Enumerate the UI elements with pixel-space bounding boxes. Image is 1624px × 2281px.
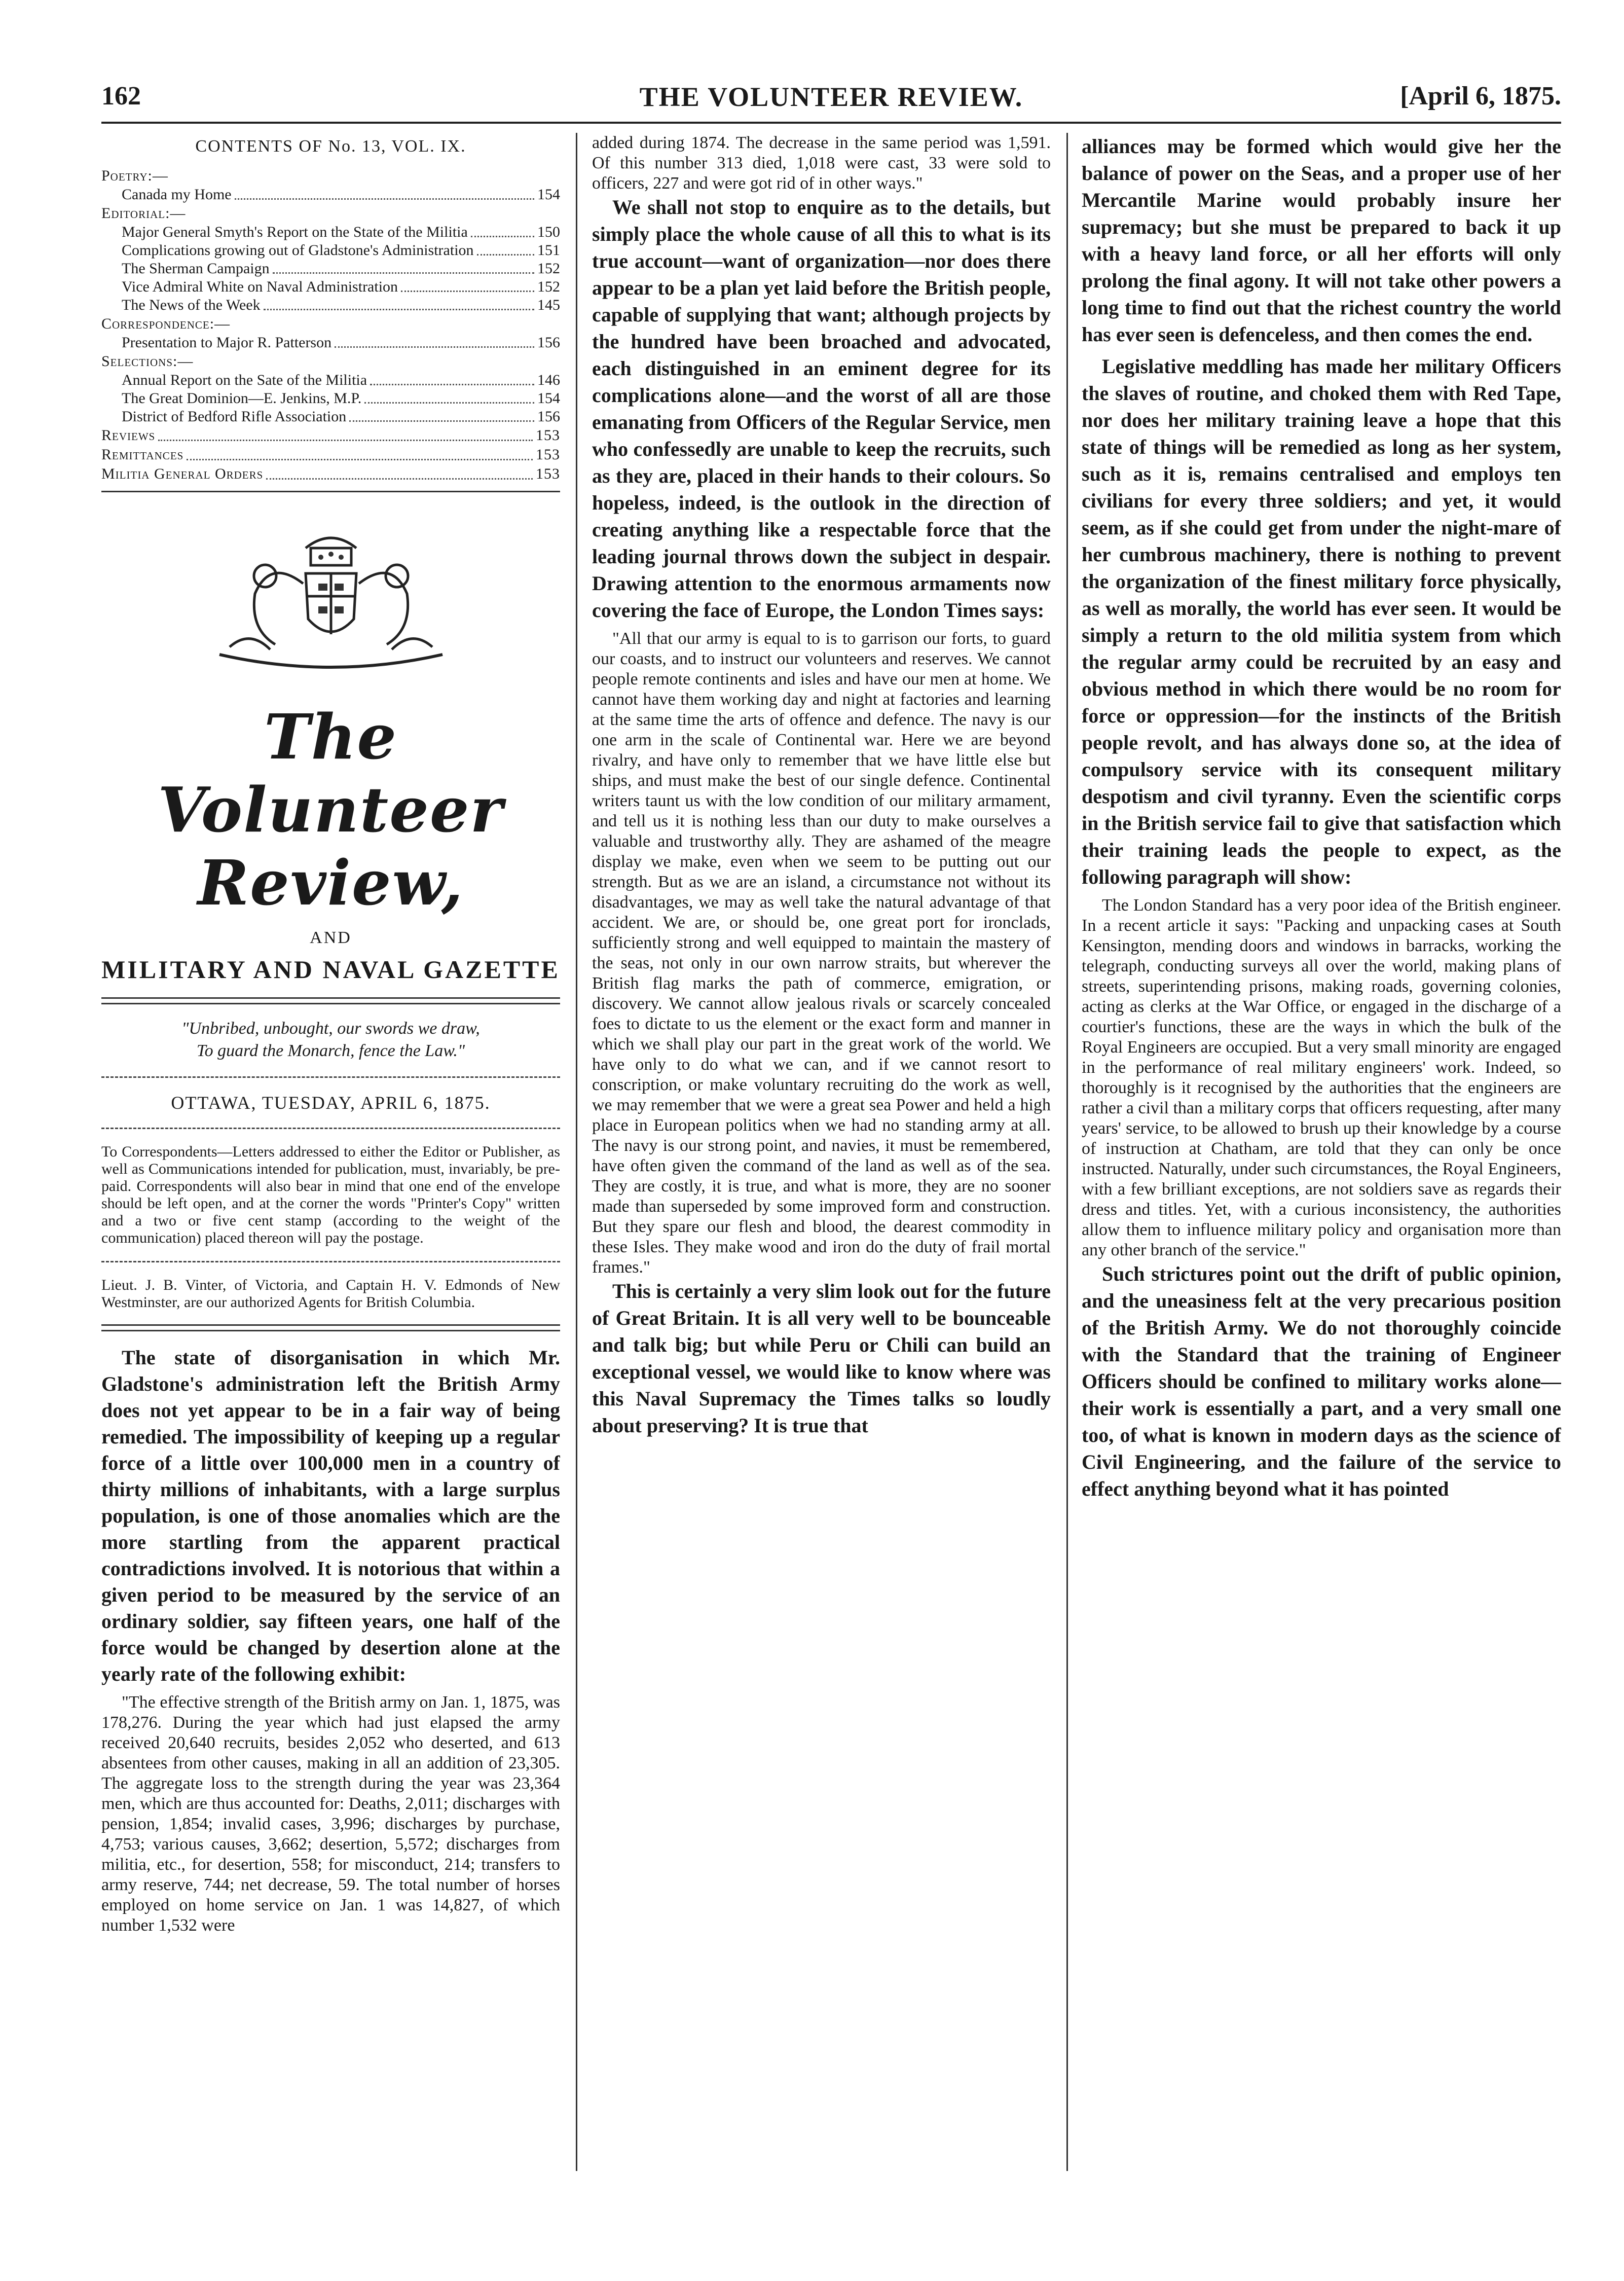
notice-agents: Lieut. J. B. Vinter, of Victoria, and Captain H. V. Edmonds of New Westminster, are our authorized Agents for British Columbia. [101,1277,560,1311]
article-paragraph: Legislative meddling has made her military Officers the slaves of routine, and choked them with Red Tape, nor does her military training leave a hope that this state of things will be remedied as long as her system, such as it is, remains centralised and employs ten civilians for every three soldiers; and yet, it would seem, as if she could get from under the night-mare of her cumbrous machinery, there is nothing to prevent the organization of the finest military force physically, as well as morally, the world has ever seen. It would be simply a return to the old militia system from which the regular army could be recruited by an easy and obvious method in which there would be no room for force or oppression—for the instincts of the British people revolt, and has always done so, at the idea of compulsory service with its consequent military despotism and civil tyranny. Even the scientific corps in the British service fail to give that satisfaction which their training leads the people to expect, as the following paragraph will show: [1082,355,1561,888]
article-quote: "The effective strength of the British army on Jan. 1, 1875, was 178,276. During the year which had just elapsed the army received 20,640 recruits, besides 2,052 who deserted, and 613 absentees from other causes, making in all an addition of 23,305. The aggregate loss to the strength during the year was 23,364 men, which are thus accounted for: Deaths, 2,011; discharges with pension, 1,854; invalid cases, 3,996; discharges by purchase, 4,753; various causes, 3,662; desertion, 5,572; discharges from militia, etc., for desertion, 558; for misconduct, 214; transfers to army reserve, 744; net decrease, 59. The total number of horses employed on home service on Jan. 1 was 14,827, of which number 1,532 were [101,1693,560,1935]
divider [101,1261,560,1262]
divider [101,1128,560,1129]
contents-title: CONTENTS OF No. 13, VOL. IX. [195,137,466,156]
toc-entry: Remittances 153 [101,446,560,463]
running-head [101,81,1561,117]
motto-line-1: "Unbribed, unbought, our swords we draw, [181,1019,480,1038]
toc-entry: Reviews 153 [101,427,560,444]
toc-section-heading: Selections:— [101,353,194,370]
motto-line-2: To guard the Monarch, fence the Law." [196,1041,465,1060]
article-paragraph: We shall not stop to enquire as to the details, but simply place the whole cause of all this to what is its true account—want of organization—nor does there appear to be a plan yet laid before the British people, capable of supplying that want; although projects by the hundred have been broached and advocated, each distinguished in an eminent degree for its complications alone—and the worst of all are those emanating from Officers of the Regular Service, men who confessedly are unable to keep the recruits, such as they are, placed in their hands to their colours. So hopeless, indeed, is the outlook in the direction of creating anything like a respectable force that the leading journal throws down the subject in despair. Drawing attention to the enormous armaments now covering the face of Europe, the London Times says: [592,196,1051,622]
toc-entry: District of Bedford Rifle Association 156 [122,408,560,425]
column-rule [576,133,577,2171]
article-quote: The London Standard has a very poor idea of the British engineer. In a recent article it says: "Packing and unpacking cases at South Kensington, mending doors and windows in barracks, working the telegraph, conducting surveys all over the world, making plans of streets, superintending prisons, making roads, governing colonies, acting as clerks at the War Office, or engaged in the discharge of a courtier's functions, these are the ways in which the bulk of the Royal Engineers are occupied. But a very small minority are engaged in the performance of real military engineers' work. Indeed, so thoroughly is it recognised by the authorities that the engineers are rather a civil than a military corps that officers requesting, after many years' service, to be allowed to brush up their knowledge by a course of instruction at Chatham, are told that they can only be once instructed. Naturally, under such circumstances, the Royal Engineers, with a few brilliant exceptions, are not soldiers save as regards their dress and titles. Yet, with a curious inconsistency, the authorities allow them to influence military policy and organisation more than any other branch of the service." [1082,896,1561,1259]
article-paragraph: This is certainly a very slim look out for the future of Great Britain. It is all very well to be bounceable and talk big; but while Peru or Chili can build an exceptional vessel, we would like to know where was this Naval Supremacy the Times talks so loudly about preserving? It is true that [592,1280,1051,1437]
contents-box [101,137,560,492]
article-quote: "All that our army is equal to is to garrison our forts, to guard our coasts, and to instruct our volunteers and reserves. We cannot people remote continents and isles and have our men at home. We cannot have them working day and night at factories and learning at the same time the arts of offence and defence. The navy is our one arm in the scale of Continental war. Here we are beyond rivalry, and have only to remember that we have little else but ships, and must make the best of our single defence. Continental writers taunt us with the low condition of our military armament, and tell us it is nothing less than our duty to make ourselves a valuable and trustworthy ally. They are ashamed of the meagre display we make, even when we seem to be putting out our strength. But as we are an island, a circumstance not without its disadvantages, we may as well take the natural advantage of that accident. We are, or should be, one great port for ironclads, sufficiently strong and well equipped to maintain the mastery of the seas, not only in our own narrow straits, but wherever the British flag marks the path of commerce, emigration, or discovery. We cannot allow jealous rivals or scarcely concealed foes to dictate to us the element or the exact form and manner in which we shall play our part in the great work of the world. We have only to do what we can, and if we cannot resort to conscription, or make voluntary recruiting do the work as well, we may remember that we were a great sea Power and held a high place in European politics when we had no standing army at all. The navy is our strong point, and navies, it must be remembered, have often given the command of the land as well as of the sea. They are costly, it is true, and what is more, they are no sooner made than superseded by some improved form and construction. But they spare our flesh and blood, the dearest commodity in these Isles. They make wood and iron do the duty of frail mortal frames." [592,629,1051,1277]
toc-section-heading: Poetry:— [101,167,168,184]
toc-entry: Presentation to Major R. Patterson 156 [122,334,560,351]
issue-date: [April 6, 1875. [1400,82,1561,111]
toc-entry: Major General Smyth's Report on the State of the Militia 150 [122,224,560,240]
column-2 [592,133,1051,2171]
toc-entry: Vice Admiral White on Naval Administration 152 [122,278,560,295]
column-1 [101,133,560,2171]
column-rule [1066,133,1068,2171]
masthead-and: AND [310,928,352,947]
toc-section-heading: Editorial:— [101,205,186,222]
contents-rule [101,491,560,492]
article-lead-paragraph: The state of disorganisation in which Mr. Gladstone's administration left the British Army does not yet appear to be in a fair way of being remedied. The impossibility of keeping up a regular force of a little over 100,000 men in a country of thirty millions of inhabitants, with a large surplus population, is one of those anomalies which are the more startling from the apparent practical contradictions involved. It is notorious that within a given period to be measured by the service of an ordinary soldier, say fifteen years, one half of the force would be changed by desertion alone at the yearly rate of the following exhibit: [101,1346,560,1685]
toc-entry: Canada my Home 154 [122,186,560,203]
article-paragraph: Such strictures point out the drift of public opinion, and the uneasiness felt at the very precarious position of the British Army. We do not thoroughly coincide with the Standard that the training of Engineer Officers should be confined to military works alone—their work is essentially a part, and a very small one too, of what is known in modern days as the science of Civil Engineering, and the failure of the service to effect anything beyond what it has pointed [1082,1262,1561,1500]
notice-correspondents: To Correspondents—Letters addressed to either the Editor or Publisher, as well as Communications intended for publication, must, invariably, be pre-paid. Correspondents will also bear in mind that one end of the envelope should be left open, and at the corner the words "Printer's Copy" written and a two or five cent stamp (according to the weight of the communication) placed thereon will pay the postage. [101,1143,560,1246]
section-rule [101,1324,560,1331]
toc-entry: Annual Report on the Sate of the Militia 146 [122,372,560,388]
toc-section-heading: Correspondence:— [101,315,231,332]
toc-entry: The Sherman Campaign 152 [122,260,560,277]
toc-entry: The News of the Week 145 [122,297,560,313]
masthead-rule [101,997,560,1004]
royal-coat-of-arms-icon [189,528,473,680]
column-3 [1082,133,1561,2171]
article-quote-continued: added during 1874. The decrease in the same period was 1,591. Of this number 313 died, 1,018 were cast, 33 were sold to officers, 227 and were got rid of in other ways." [592,133,1051,193]
toc-entry: Militia General Orders 153 [101,465,560,482]
toc-entry: The Great Dominion—E. Jenkins, M.P. 154 [122,390,560,407]
page-number: 162 [101,82,141,111]
divider [101,1076,560,1078]
article-paragraph: alliances may be formed which would give her the balance of power on the Seas, and a proper use of her Mercantile Marine would probably insure her supremacy; but she must be prepared to back it up with a heavy land force, or all her efforts will only prolong the final agony. It will not take other powers a long time to find out that the richest country the world has ever seen is defenceless, and then comes the end. [1082,135,1561,346]
dateline: OTTAWA, TUESDAY, APRIL 6, 1875. [171,1093,491,1113]
masthead-subtitle: MILITARY AND NAVAL GAZETTE [101,955,560,984]
journal-title: THE VOLUNTEER REVIEW. [639,82,1023,112]
toc-entry: Complications growing out of Gladstone's Administration 151 [122,242,560,259]
masthead-title: The Volunteer Review, [158,700,504,919]
header-rule [101,122,1561,124]
